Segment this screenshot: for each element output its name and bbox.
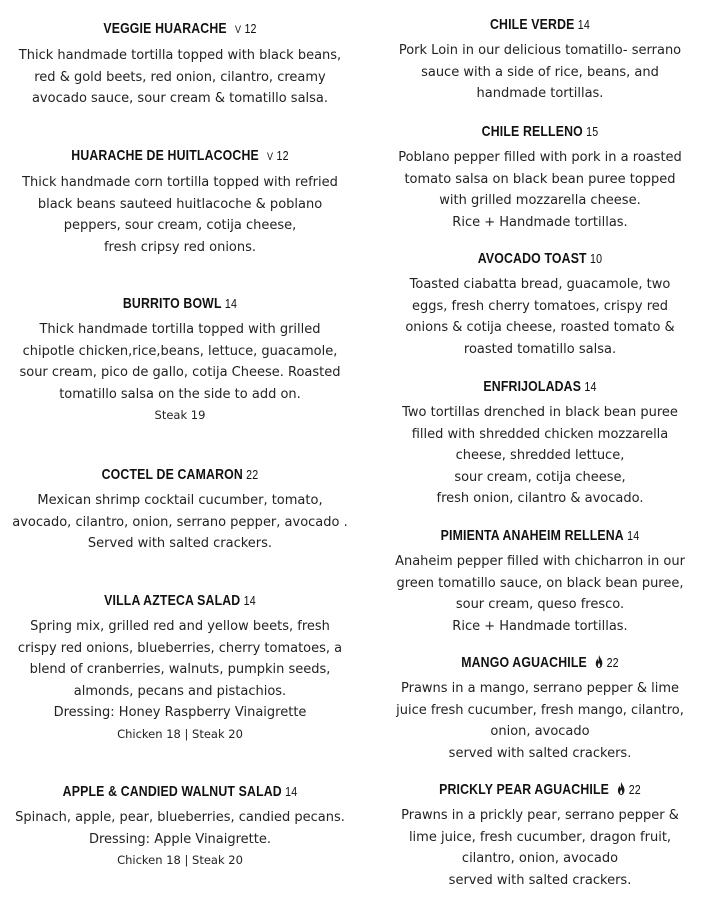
item-description [0, 319, 360, 405]
item-title [392, 525, 687, 547]
desc-line: red & gold beets, red onion, cilantro, creamy [34, 69, 326, 85]
item-description [360, 805, 720, 891]
desc-line: Rice + Handmade tortillas. [452, 214, 628, 230]
menu-item [360, 652, 720, 764]
desc-line: blend of cranberries, walnuts, pumpkin seeds, [29, 662, 331, 677]
item-price: 22 [606, 655, 619, 670]
flame-icon [595, 655, 603, 668]
vegetarian-marker: V [267, 151, 274, 163]
desc-line: Anaheim pepper filled with chicharron in our [395, 554, 685, 569]
menu-item [360, 121, 720, 233]
item-price: 14 [584, 379, 597, 394]
item-price: 14 [285, 784, 298, 799]
item-name: VEGGIE HUARACHE [103, 20, 227, 37]
flame-icon [617, 782, 625, 795]
menu-column-right [360, 0, 720, 900]
item-description [0, 616, 360, 724]
desc-line: cilantro, onion, avocado [461, 851, 619, 866]
item-description [360, 678, 720, 764]
desc-line: eggs, fresh cherry tomatoes, crispy red [411, 298, 669, 314]
item-price: 22 [628, 782, 641, 797]
desc-line: Mexican shrimp cocktail cucumber, tomato, [37, 493, 323, 508]
desc-line: peppers, sour cream, cotija cheese, [63, 218, 297, 233]
desc-line: Prawns in a mango, serrano pepper & lime [400, 681, 680, 696]
item-name: PRICKLY PEAR AGUACHILE [439, 781, 610, 798]
item-price: 14 [627, 528, 640, 543]
item-description [360, 551, 720, 637]
item-price: 14 [243, 593, 256, 608]
desc-line: Thick handmade tortilla topped with black beans, [18, 48, 342, 63]
item-description [360, 40, 720, 105]
menu-item [0, 145, 360, 258]
desc-line: cheese, shredded lettuce, [455, 448, 625, 463]
vegetarian-marker: V [234, 24, 242, 36]
desc-line: lime juice, fresh cucumber, dragon fruit, [408, 829, 672, 845]
desc-line: Pork Loin in our delicious tomatillo- serrano [398, 43, 682, 58]
desc-line: tomato salsa on black bean puree topped [404, 171, 676, 187]
desc-line: black beans sauteed huitlacoche & poblano [37, 196, 323, 212]
desc-line: sauce with a side of rice, beans, and [421, 64, 659, 80]
desc-line: sour cream, pico de gallo, cotija Cheese. Roasted [19, 365, 341, 380]
item-price: 14 [577, 17, 590, 32]
desc-line: juice fresh cucumber, fresh mango, cilantro, [396, 702, 684, 718]
desc-line: Spinach, apple, pear, blueberries, candied pecans. [15, 810, 345, 825]
item-price: 10 [590, 251, 603, 266]
item-name: HUARACHE DE HUITLACOCHE [71, 147, 259, 164]
item-title [392, 248, 687, 270]
desc-line: onion, avocado [490, 724, 590, 739]
item-description [360, 274, 720, 360]
desc-line: fresh onion, cilantro & avocado. [436, 491, 644, 506]
desc-line: served with salted crackers. [448, 872, 632, 888]
item-title [32, 590, 327, 612]
item-title [32, 293, 327, 315]
desc-line: handmade tortillas. [476, 86, 604, 101]
item-name: BURRITO BOWL [122, 295, 222, 312]
desc-line: Toasted ciabatta bread, guacamole, two [409, 277, 671, 292]
item-title [392, 652, 687, 674]
item-title [32, 464, 327, 486]
menu-item [0, 18, 360, 110]
item-title [392, 779, 687, 801]
desc-line: filled with shredded chicken mozzarella [411, 426, 669, 442]
menu-item [360, 525, 720, 637]
item-note: Steak 19 [154, 408, 206, 422]
desc-line: Prawns in a prickly pear, serrano pepper & [401, 808, 679, 823]
menu-item [0, 781, 360, 870]
item-description [360, 402, 720, 510]
item-note: Chicken 18 | Steak 20 [117, 726, 243, 741]
menu-item [0, 293, 360, 425]
menu-item [360, 248, 720, 360]
desc-line: chipotle chicken,rice,beans, lettuce, guacamole, [22, 343, 338, 359]
desc-line: sour cream, cotija cheese, [454, 469, 626, 485]
desc-line: Thick handmade corn tortilla topped with refried [22, 175, 338, 190]
item-title [32, 18, 327, 41]
item-title [392, 376, 687, 398]
item-price: 12 [244, 21, 257, 36]
desc-line: crispy red onions, blueberries, cherry tomatoes, a [17, 640, 343, 656]
item-description [0, 45, 360, 110]
menu-item [0, 590, 360, 744]
desc-line: fresh cripsy red onions. [103, 239, 257, 255]
menu-item [360, 779, 720, 891]
desc-line: Poblano pepper filled with pork in a roasted [398, 150, 682, 165]
desc-line: Spring mix, grilled red and yellow beets, fresh [30, 619, 330, 634]
desc-line: served with salted crackers. [448, 745, 632, 761]
item-description [0, 490, 360, 555]
item-note: Chicken 18 | Steak 20 [117, 853, 243, 867]
menu-item [360, 376, 720, 510]
menu-item [0, 464, 360, 555]
item-title [32, 145, 327, 168]
desc-line: Dressing: Apple Vinaigrette. [88, 831, 272, 847]
item-price: 14 [224, 296, 238, 311]
menu-item [360, 14, 720, 105]
item-name: PIMIENTA ANAHEIM RELLENA [440, 527, 624, 544]
item-name: VILLA AZTECA SALAD [104, 592, 241, 609]
desc-line: Two tortillas drenched in black bean puree [402, 405, 678, 420]
desc-line: sour cream, queso fresco. [455, 597, 625, 612]
item-title [392, 121, 687, 143]
item-description [0, 807, 360, 850]
item-title [32, 781, 327, 803]
item-name: COCTEL DE CAMARON [101, 466, 243, 483]
item-name: APPLE & CANDIED WALNUT SALAD [62, 783, 282, 800]
desc-line: green tomatillo sauce, on black bean puree, [396, 575, 684, 591]
item-name: CHILE VERDE [490, 16, 575, 33]
item-title [392, 14, 687, 36]
item-name: ENFRIJOLADAS [483, 378, 582, 395]
desc-line: onions & cotija cheese, roasted tomato & [405, 320, 675, 335]
desc-line: Thick handmade tortilla topped with grilled [39, 322, 321, 337]
desc-line: Rice + Handmade tortillas. [452, 618, 628, 634]
item-description [360, 147, 720, 233]
desc-line: with grilled mozzarella cheese. [439, 193, 641, 208]
desc-line: tomatillo salsa on the side to add on. [59, 386, 301, 402]
item-name: CHILE RELLENO [481, 123, 583, 140]
desc-line: Dressing: Honey Raspberry Vinaigrette [53, 705, 307, 720]
desc-line: almonds, pecans and pistachios. [73, 683, 287, 699]
item-price: 15 [586, 124, 599, 139]
item-name: MANGO AGUACHILE [461, 654, 587, 671]
desc-line: avocado sauce, sour cream & tomatillo salsa. [31, 91, 329, 106]
desc-line: avocado, cilantro, onion, serrano pepper, avocado . [12, 514, 348, 530]
desc-line: Served with salted crackers. [87, 536, 273, 551]
item-description [0, 172, 360, 258]
item-price: 22 [246, 467, 259, 482]
item-price: 12 [276, 148, 289, 163]
desc-line: roasted tomatillo salsa. [463, 341, 617, 357]
item-name: AVOCADO TOAST [477, 250, 587, 267]
